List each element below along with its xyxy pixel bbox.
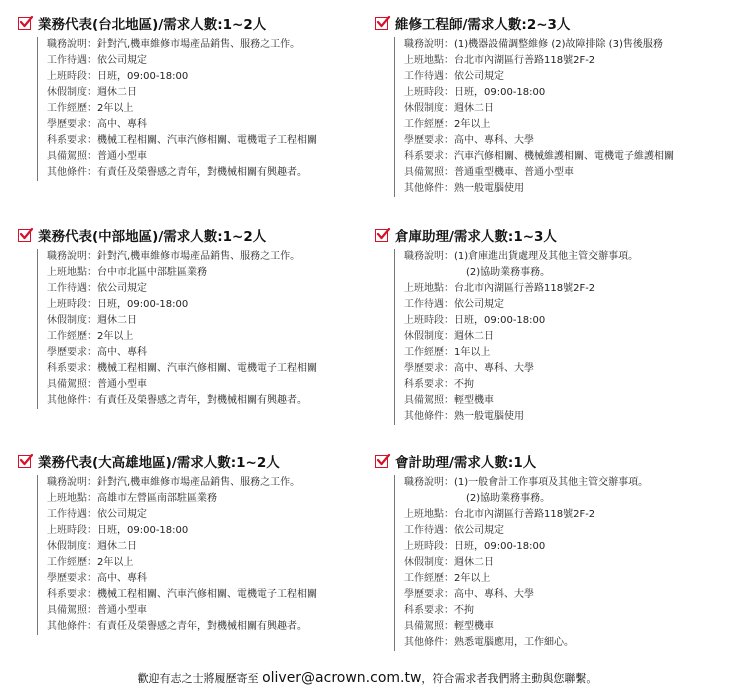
detail-label: 職務說明： [404,477,454,488]
job-details [37,475,363,635]
job-title [18,12,363,34]
detail-label: 科系要求： [404,151,454,162]
detail-value: 普通小型車 [97,379,147,390]
detail-label: 休假制度： [404,331,454,342]
detail-row [47,165,363,181]
detail-row [404,165,720,181]
detail-row [47,329,363,345]
detail-value: 2年以上 [454,573,491,584]
detail-label: 上班地點： [404,55,454,66]
detail-value: 針對汽,機車維修市場產品銷售、服務之工作。 [97,477,301,488]
detail-label: 具備駕照： [404,621,454,632]
detail-value: 高雄市左營區南部駐區業務 [97,493,217,504]
job-details [394,37,720,197]
detail-value: 熟一般電腦使用 [454,183,524,194]
checkmark-icon [18,229,31,242]
detail-label: 工作經歷： [404,347,454,358]
detail-value: 2年以上 [454,119,491,130]
detail-value: 日班，09:00-18:00 [454,315,546,326]
job-details [37,249,363,409]
job-title [375,224,720,246]
detail-row [404,101,720,117]
detail-label: 其他條件： [47,167,97,178]
detail-row [47,393,363,409]
detail-row [47,361,363,377]
checkmark-icon [18,17,31,30]
detail-row [47,249,363,265]
detail-label: 上班地點： [47,267,97,278]
job-details [394,475,720,651]
detail-row [404,117,720,133]
detail-value: 依公司規定 [454,299,504,310]
detail-row [47,149,363,165]
detail-row [47,297,363,313]
detail-row [404,409,720,425]
detail-label: 上班地點： [404,509,454,520]
detail-value: 週休二日 [454,103,494,114]
job-posting-5 [18,450,363,635]
detail-row [47,491,363,507]
detail-value: 依公司規定 [97,55,147,66]
detail-value: (1)機器設備調整維修 (2)故障排除 (3)售後服務 [454,39,663,50]
detail-label: 上班時段： [404,315,454,326]
detail-row [47,555,363,571]
detail-label: 上班時段： [404,87,454,98]
detail-row [404,393,720,409]
detail-value: 高中、專科、大學 [454,589,534,600]
job-title [18,224,363,246]
contact-footer [0,670,735,686]
detail-label: 上班時段： [47,71,97,82]
detail-value: (2)協助業務事務。 [466,267,551,278]
detail-row [404,297,720,313]
detail-row [47,69,363,85]
detail-row [47,345,363,361]
detail-value: 機械工程相關、汽車汽修相關、電機電子工程相關 [97,363,317,374]
detail-value: 高中、專科、大學 [454,135,534,146]
detail-label: 學歷要求： [47,347,97,358]
detail-label: 具備駕照： [47,605,97,616]
detail-label: 休假制度： [404,103,454,114]
detail-label: 職務說明： [47,39,97,50]
detail-value: 台北市內湖區行善路118號2F-2 [454,283,596,294]
detail-label: 具備駕照： [404,167,454,178]
detail-row [404,475,720,491]
detail-label: 科系要求： [404,605,454,616]
detail-row [404,85,720,101]
detail-row [47,85,363,101]
job-title-text: 會計助理/需求人數:1人 [395,455,537,471]
detail-row [404,619,720,635]
detail-label: 工作待遇： [404,299,454,310]
detail-row [47,619,363,635]
detail-label: 工作待遇： [47,283,97,294]
detail-row [47,507,363,523]
detail-value: 週休二日 [97,87,137,98]
detail-label: 科系要求： [47,363,97,374]
detail-value: 2年以上 [97,103,134,114]
detail-label: 工作經歷： [47,331,97,342]
detail-value: 輕型機車 [454,395,494,406]
detail-row [404,539,720,555]
detail-value: 汽車汽修相關、機械維護相關、電機電子維護相關 [454,151,674,162]
detail-row [404,345,720,361]
detail-row [404,555,720,571]
detail-row [47,313,363,329]
detail-value: 週休二日 [97,541,137,552]
job-title-text: 倉庫助理/需求人數:1~3人 [395,229,557,245]
detail-value: 日班，09:00-18:00 [97,525,189,536]
detail-label: 休假制度： [47,541,97,552]
detail-value: 2年以上 [97,331,134,342]
detail-row [404,603,720,619]
detail-row [404,265,720,281]
contact-email: oliver@acrown.com.tw [262,670,422,686]
detail-label: 科系要求： [47,135,97,146]
detail-value: 針對汽,機車維修市場產品銷售、服務之工作。 [97,39,301,50]
footer-text-before: 歡迎有志之士將履歷寄至 [137,672,263,685]
detail-row [404,329,720,345]
detail-value: 高中、專科 [97,573,147,584]
detail-label: 學歷要求： [404,135,454,146]
detail-value: 依公司規定 [454,525,504,536]
detail-row [404,491,720,507]
detail-label: 上班地點： [47,493,97,504]
detail-row [404,53,720,69]
detail-value: (1)倉庫進出貨處理及其他主管交辦事項。 [454,251,639,262]
job-posting-2 [375,12,720,197]
detail-label: 科系要求： [404,379,454,390]
detail-value: 日班，09:00-18:00 [454,541,546,552]
detail-row [47,539,363,555]
detail-label: 休假制度： [47,87,97,98]
checkmark-icon [375,17,388,30]
detail-row [47,603,363,619]
detail-row [47,117,363,133]
detail-label: 上班地點： [404,283,454,294]
detail-value: 機械工程相關、汽車汽修相關、電機電子工程相關 [97,589,317,600]
job-title [375,450,720,472]
detail-row [47,53,363,69]
detail-value: 依公司規定 [97,283,147,294]
detail-label: 其他條件： [47,621,97,632]
detail-label: 工作待遇： [404,71,454,82]
detail-label: 上班時段： [47,299,97,310]
detail-value: 有責任及榮譽感之青年，對機械相關有興趣者。 [97,167,307,178]
detail-value: (1)一般會計工作事項及其他主管交辦事項。 [454,477,649,488]
job-posting-4 [375,224,720,425]
checkmark-icon [18,455,31,468]
detail-value: 週休二日 [454,331,494,342]
detail-value: 依公司規定 [454,71,504,82]
detail-label: 其他條件： [47,395,97,406]
detail-row [47,37,363,53]
job-title-text: 業務代表(大高雄地區)/需求人數:1~2人 [38,455,280,471]
job-details [37,37,363,181]
detail-row [404,313,720,329]
footer-text-after: ，符合需求者我們將主動與您聯繫。 [421,672,598,685]
detail-label: 工作經歷： [47,103,97,114]
detail-label: 休假制度： [47,315,97,326]
detail-label: 工作待遇： [47,509,97,520]
detail-value: 1年以上 [454,347,491,358]
detail-value: 高中、專科 [97,119,147,130]
detail-value: 依公司規定 [97,509,147,520]
detail-value: 不拘 [454,379,474,390]
detail-row [47,587,363,603]
detail-row [404,523,720,539]
detail-row [47,133,363,149]
job-posting-3 [18,224,363,409]
detail-value: 日班，09:00-18:00 [97,71,189,82]
detail-row [47,265,363,281]
job-title [18,450,363,472]
detail-label: 其他條件： [404,183,454,194]
detail-label: 學歷要求： [47,119,97,130]
detail-label: 職務說明： [404,39,454,50]
detail-value: 日班，09:00-18:00 [454,87,546,98]
detail-value: 日班，09:00-18:00 [97,299,189,310]
detail-label: 工作經歷： [404,119,454,130]
job-title [375,12,720,34]
job-posting-1 [18,12,363,181]
detail-label: 職務說明： [47,251,97,262]
detail-row [404,133,720,149]
job-details [394,249,720,425]
detail-label: 上班時段： [47,525,97,536]
detail-label: 上班時段： [404,541,454,552]
detail-row [404,587,720,603]
detail-label: 工作經歷： [404,573,454,584]
detail-value: (2)協助業務事務。 [466,493,551,504]
detail-label: 具備駕照： [404,395,454,406]
job-title-text: 業務代表(台北地區)/需求人數:1~2人 [38,17,267,33]
detail-value: 有責任及榮譽感之青年，對機械相關有興趣者。 [97,621,307,632]
detail-label: 工作待遇： [404,525,454,536]
detail-value: 熟悉電腦應用，工作細心。 [454,637,574,648]
detail-row [47,571,363,587]
detail-value: 不拘 [454,605,474,616]
detail-value: 普通小型車 [97,605,147,616]
detail-value: 台北市內湖區行善路118號2F-2 [454,55,596,66]
detail-value: 高中、專科、大學 [454,363,534,374]
detail-row [404,571,720,587]
job-posting-6 [375,450,720,651]
detail-row [47,281,363,297]
detail-value: 高中、專科 [97,347,147,358]
detail-value: 台中市北區中部駐區業務 [97,267,207,278]
detail-label: 學歷要求： [404,363,454,374]
detail-row [404,249,720,265]
detail-row [404,635,720,651]
detail-label: 其他條件： [404,637,454,648]
detail-value: 普通小型車 [97,151,147,162]
detail-label: 科系要求： [47,589,97,600]
detail-value: 週休二日 [97,315,137,326]
detail-row [404,69,720,85]
detail-label: 其他條件： [404,411,454,422]
detail-label: 休假制度： [404,557,454,568]
detail-row [404,37,720,53]
detail-label: 具備駕照： [47,379,97,390]
detail-value: 普通重型機車、普通小型車 [454,167,574,178]
detail-row [404,181,720,197]
detail-label: 具備駕照： [47,151,97,162]
detail-row [47,377,363,393]
detail-value: 台北市內湖區行善路118號2F-2 [454,509,596,520]
job-title-text: 業務代表(中部地區)/需求人數:1~2人 [38,229,267,245]
checkmark-icon [375,455,388,468]
checkmark-icon [375,229,388,242]
detail-value: 針對汽,機車維修市場產品銷售、服務之工作。 [97,251,301,262]
detail-value: 輕型機車 [454,621,494,632]
detail-row [404,377,720,393]
detail-value: 機械工程相關、汽車汽修相關、電機電子工程相關 [97,135,317,146]
detail-label: 職務說明： [47,477,97,488]
detail-label: 職務說明： [404,251,454,262]
detail-value: 熟一般電腦使用 [454,411,524,422]
detail-row [404,281,720,297]
detail-row [404,361,720,377]
detail-value: 有責任及榮譽感之青年，對機械相關有興趣者。 [97,395,307,406]
detail-row [47,523,363,539]
detail-label: 學歷要求： [404,589,454,600]
detail-value: 週休二日 [454,557,494,568]
detail-row [47,101,363,117]
detail-row [47,475,363,491]
detail-row [404,149,720,165]
detail-label: 學歷要求： [47,573,97,584]
detail-row [404,507,720,523]
job-title-text: 維修工程師/需求人數:2~3人 [395,17,571,33]
detail-label: 工作經歷： [47,557,97,568]
detail-value: 2年以上 [97,557,134,568]
detail-label: 工作待遇： [47,55,97,66]
